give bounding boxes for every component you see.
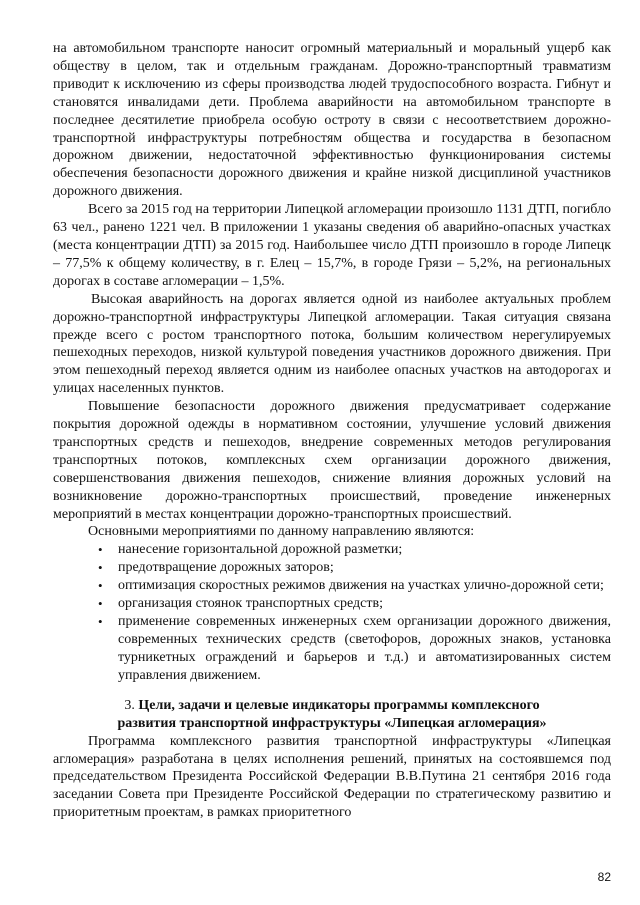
section-heading	[53, 697, 611, 733]
list-item-text: применение современных инженерных схем организации дорожного движения, современных технических средств (светофоров, дорожных знаков, установка турникетных ограждений и барьеров и т.д.) и автоматизированных систем управления движением.	[118, 614, 611, 683]
bullet-icon: •	[98, 596, 103, 612]
paragraph-accident-damage: на автомобильном транспорте наносит огромный материальный и моральный ущерб как обществу в целом, так и отдельным гражданам. Дорожно-транспортный травматизм приводит к исключению из сферы производства людей трудоспособного возраста. Гибнут и становятся инвалидами дети. Проблема аварийности на автомобильном транспорте в последнее десятилетие приобрела особую остроту в связи с несоответствием дорожно-транспортной инфраструктуры потребностям общества и государства в безопасном дорожном движении, недостаточной эффективностью функционирования системы обеспечения безопасности дорожного движения и крайне низкой дисциплиной участников дорожного движения.	[53, 41, 611, 200]
measures-list	[53, 541, 611, 684]
list-item	[98, 541, 611, 559]
page-number: 82	[597, 870, 611, 884]
section-title-part1: Цели, задачи и целевые индикаторы программы комплексного	[138, 697, 540, 713]
list-item	[98, 559, 611, 577]
paragraph-safety-improvement: Повышение безопасности дорожного движения предусматривает содержание покрытия дорожной одежды в нормативном состоянии, улучшение условий движения транспортных средств и пешеходов, внедрение современных методов регулирования транспортных потоков, комплексных схем организации дорожного движения, совершенствования движения пешеходов, снижение влияния дорожных условий на возникновение дорожно-транспортных происшествий, проведение инженерных мероприятий в местах концентрации дорожно-транспортных происшествий.	[53, 399, 611, 522]
paragraph-accident-statistics: Всего за 2015 год на территории Липецкой агломерации произошло 1131 ДТП, погибло 63 чел., ранено 1221 чел. В приложении 1 указаны сведения об аварийно-опасных участках (места концентрации ДТП) за 2015 год. Наибольшее число ДТП произошло в городе Липецк – 77,5% к общему количеству, в г. Елец – 15,7%, в городе Грязи – 5,2%, на региональных дорогах в составе агломерации – 1,5%.	[53, 202, 611, 289]
bullet-icon: •	[98, 614, 103, 629]
paragraph-measures-intro: Основными мероприятиями по данному направлению являются:	[88, 524, 475, 540]
list-item	[98, 613, 611, 685]
paragraph-high-accident-rate: Высокая аварийность на дорогах является одной из наиболее актуальных проблем дорожно-транспортной инфраструктуры Липецкой агломерации. Такая ситуация связана прежде всего с ростом транспортного потока, большим количеством нерегулируемых пешеходных переходов, низкой культурой поведения участников дорожного движения. При этом пешеходный переход является одним из наиболее опасных участков на автодорогах и улицах населенных пунктов.	[53, 291, 611, 397]
bullet-icon: •	[98, 578, 103, 594]
document-page	[53, 40, 611, 822]
bullet-icon: •	[98, 560, 103, 576]
list-item-text: предотвращение дорожных заторов;	[118, 560, 334, 576]
list-item-text: организация стоянок транспортных средств;	[118, 596, 383, 612]
list-item-text: оптимизация скоростных режимов движения на участках улично-дорожной сети;	[118, 578, 604, 594]
bullet-icon: •	[98, 542, 103, 558]
section-title-part2: развития транспортной инфраструктуры «Липецкая агломерация»	[117, 715, 547, 731]
section-number: 3.	[124, 697, 135, 713]
list-item-text: нанесение горизонтальной дорожной разметки;	[118, 542, 403, 558]
section-heading-line1	[53, 697, 611, 715]
list-item	[98, 595, 611, 613]
paragraph-program-purpose: Программа комплексного развития транспортной инфраструктуры «Липецкая агломерация» разработана в целях исполнения решений, принятых на состоявшемся под председательством Президента Российской Федерации В.В.Путина 21 сентября 2016 года заседании Совета при Президенте Российской Федерации по стратегическому развитию и приоритетным проектам, в рамках приоритетного	[53, 733, 611, 821]
list-item	[98, 577, 611, 595]
